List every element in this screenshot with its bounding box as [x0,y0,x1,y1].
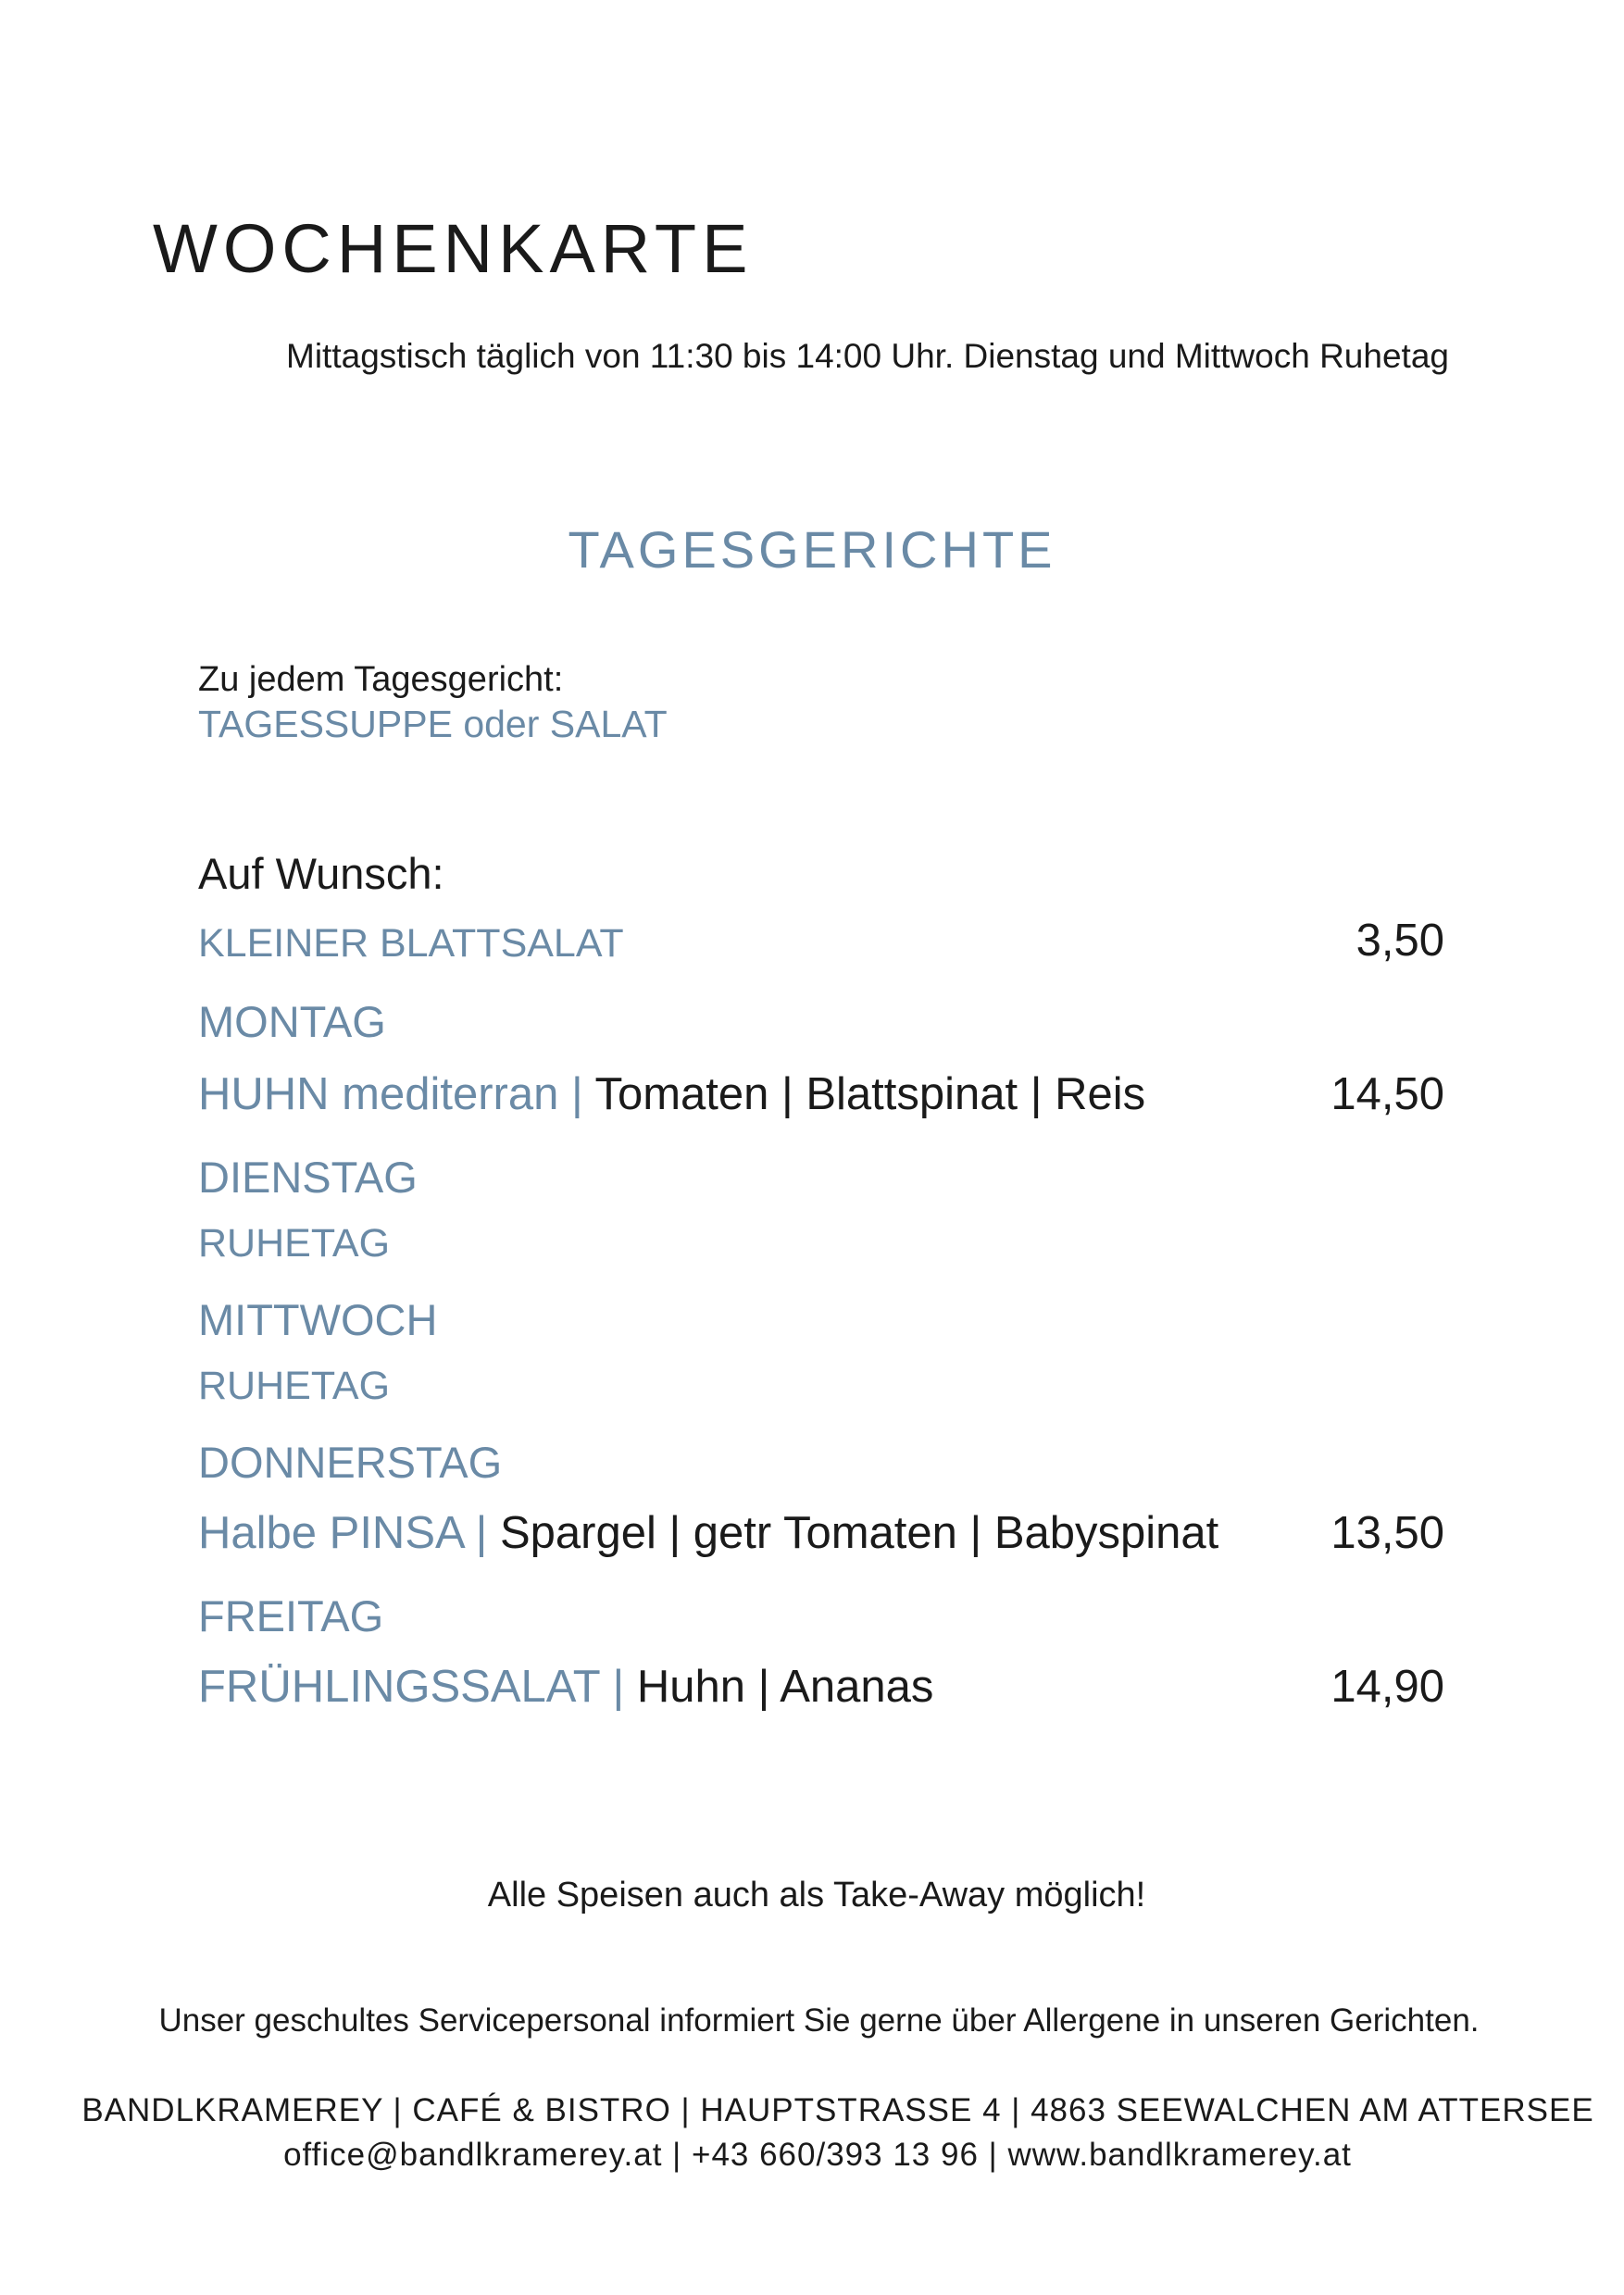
price-freitag: 14,90 [1330,1662,1444,1712]
dish-montag [198,1069,1146,1119]
extra-item-price: 3,50 [1355,916,1444,966]
page-title: WOCHENKARTE [153,210,754,287]
price-donnerstag: 13,50 [1330,1508,1444,1558]
day-label-montag: MONTAG [198,997,386,1046]
dish-sides: Spargel | getr Tomaten | Babyspinat [487,1508,1219,1558]
section-heading: TAGESGERICHTE [568,520,1056,579]
footer-address: BANDLKRAMEREY | CAFÉ & BISTRO | HAUPTSTRASSE 4 | 4863 SEEWALCHEN AM ATTERSEE [81,2092,1594,2128]
allergen-note: Unser geschultes Servicepersonal informiert Sie gerne über Allergene in unseren Gerichten. [158,2002,1480,2039]
closed-note-dienstag: RUHETAG [198,1221,391,1266]
closed-note-mittwoch: RUHETAG [198,1364,391,1408]
dish-sides: Huhn | Ananas [624,1662,934,1712]
dish-main: HUHN mediterran | [198,1069,583,1119]
extra-item-name: KLEINER BLATTSALAT [198,921,624,966]
day-label-dienstag: DIENSTAG [198,1153,418,1202]
dish-main: Halbe PINSA | [198,1508,488,1558]
takeaway-note: Alle Speisen auch als Take-Away möglich! [487,1876,1146,1915]
intro-label: Zu jedem Tagesgericht: [198,660,564,699]
dish-donnerstag [198,1508,1219,1558]
footer-contact: office@bandlkramerey.at | +43 660/393 13 96 | www.bandlkramerey.at [283,2137,1352,2173]
dish-main: FRÜHLINGSSALAT | [198,1662,625,1712]
day-label-freitag: FREITAG [198,1591,384,1640]
opening-hours-text: Mittagstisch täglich von 11:30 bis 14:00 Uhr. Dienstag und Mittwoch Ruhetag [286,337,1449,375]
dish-freitag [198,1662,934,1712]
price-montag: 14,50 [1330,1069,1444,1119]
day-label-donnerstag: DONNERSTAG [198,1438,503,1487]
day-label-mittwoch: MITTWOCH [198,1295,438,1344]
dish-sides: Tomaten | Blattspinat | Reis [582,1069,1146,1119]
on-request-label: Auf Wunsch: [198,849,444,898]
intro-value: TAGESSUPPE oder SALAT [198,703,668,745]
